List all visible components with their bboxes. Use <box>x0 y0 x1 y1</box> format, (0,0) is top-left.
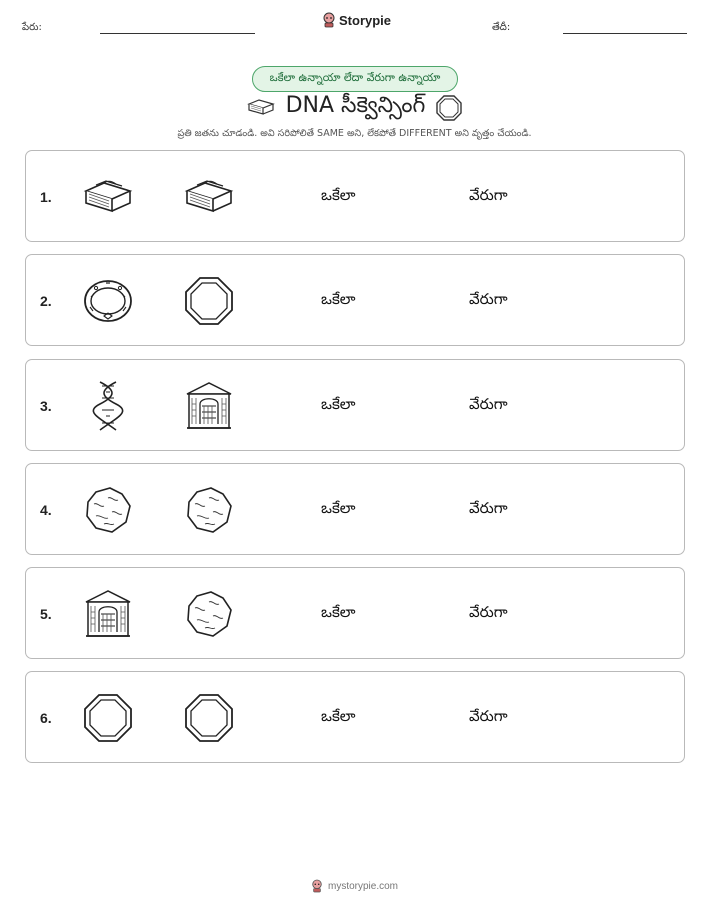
rock-icon <box>183 588 235 640</box>
date-field[interactable] <box>563 33 687 34</box>
question-number: 5. <box>40 606 52 622</box>
same-option[interactable]: ఒకేలా <box>321 499 356 517</box>
name-field[interactable] <box>100 33 255 34</box>
different-option[interactable]: వేరుగా <box>469 395 508 413</box>
octagon-icon <box>183 692 235 744</box>
same-option[interactable]: ఒకేలా <box>321 707 356 725</box>
same-option[interactable]: ఒకేలా <box>321 603 356 621</box>
question-number: 1. <box>40 189 52 205</box>
question-row <box>25 567 685 659</box>
library-icon <box>82 588 134 640</box>
question-number: 3. <box>40 398 52 414</box>
same-option[interactable]: ఒకేలా <box>321 395 356 413</box>
question-row <box>25 150 685 242</box>
different-option[interactable]: వేరుగా <box>469 499 508 517</box>
title-row <box>0 92 709 124</box>
rock-icon <box>183 484 235 536</box>
ring-icon <box>82 275 134 327</box>
subtitle-badge: ఒకేలా ఉన్నాయా లేదా వేరుగా ఉన్నాయా <box>252 66 458 92</box>
brand-name: Storypie <box>339 12 392 28</box>
footer <box>0 879 709 893</box>
octagon-icon <box>82 692 134 744</box>
different-option[interactable]: వేరుగా <box>469 603 508 621</box>
question-number: 4. <box>40 502 52 518</box>
book-icon <box>82 171 134 223</box>
book-icon <box>246 96 276 120</box>
different-option[interactable]: వేరుగా <box>469 707 508 725</box>
octagon-icon <box>183 275 235 327</box>
worksheet-header <box>0 0 709 40</box>
question-number: 6. <box>40 710 52 726</box>
different-option[interactable]: వేరుగా <box>469 186 508 204</box>
brand-logo <box>322 12 391 28</box>
storypie-mascot-icon <box>311 879 323 893</box>
library-icon <box>183 380 235 432</box>
dna-icon <box>82 380 134 432</box>
octagon-icon <box>435 94 463 122</box>
date-label: తేదీ: <box>492 22 511 33</box>
question-row <box>25 254 685 346</box>
book-icon <box>183 171 235 223</box>
question-number: 2. <box>40 293 52 309</box>
page-title: DNA సీక్వెన్సింగ్ <box>285 93 426 118</box>
question-row <box>25 671 685 763</box>
same-option[interactable]: ఒకేలా <box>321 186 356 204</box>
footer-site: mystorypie.com <box>327 880 398 892</box>
different-option[interactable]: వేరుగా <box>469 290 508 308</box>
same-option[interactable]: ఒకేలా <box>321 290 356 308</box>
storypie-mascot-icon <box>322 12 336 28</box>
question-row <box>25 463 685 555</box>
name-label: పేరు: <box>22 22 42 33</box>
instructions: ప్రతి జతను చూడండి. అవి సరిపోలితే SAME అని, లేకపోతే DIFFERENT అని వృత్తం చేయండి. <box>177 128 532 139</box>
question-row <box>25 359 685 451</box>
rock-icon <box>82 484 134 536</box>
